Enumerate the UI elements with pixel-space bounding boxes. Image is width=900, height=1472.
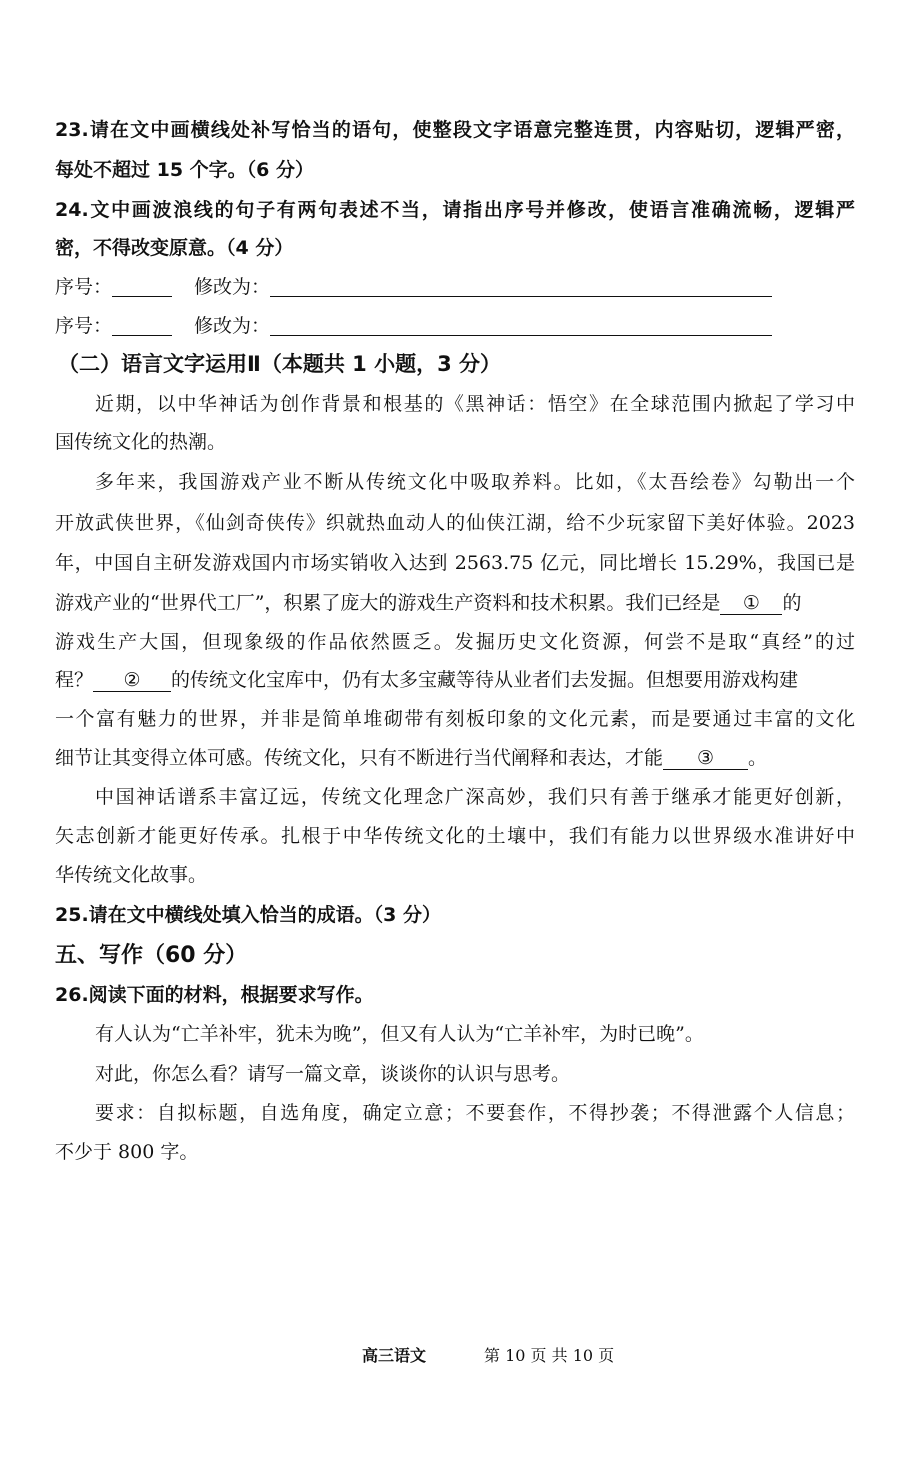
passage-text: 的 <box>782 592 802 614</box>
passage-text: 游戏产业的“世界代工厂”，积累了庞大的游戏生产资料和技术积累。我们已经是 <box>55 592 721 614</box>
q24-line-2: 密，不得改变原意。（4 分） <box>55 237 294 259</box>
passage-line-blank2 <box>55 667 855 693</box>
answer-row-2 <box>55 313 855 339</box>
requirements-line: 要求：自拟标题，自选角度，确定立意；不要套作，不得抄袭；不得泄露个人信息； <box>95 1102 855 1124</box>
modify-label: 修改为： <box>194 315 271 337</box>
modify-blank[interactable] <box>270 276 772 297</box>
seq-blank[interactable] <box>112 276 172 297</box>
passage-line: 华传统文化故事。 <box>55 864 208 886</box>
q25-prompt: 25.请在文中横线处填入恰当的成语。（3 分） <box>55 904 441 926</box>
passage-line: 年，中国自主研发游戏国内市场实销收入达到 2563.75 亿元，同比增长 15.29%，我国已是 <box>55 552 855 574</box>
seq-label: 序号： <box>55 276 113 298</box>
passage-line: 中国神话谱系丰富辽远，传统文化理念广深高妙，我们只有善于继承才能更好创新， <box>95 786 855 808</box>
modify-label: 修改为： <box>194 276 271 298</box>
passage-line-blank1 <box>55 590 855 616</box>
q24-line-1: 24.文中画波浪线的句子有两句表述不当，请指出序号并修改，使语言准确流畅，逻辑严 <box>55 199 855 221</box>
passage-line: 开放武侠世界，《仙剑奇侠传》织就热血动人的仙侠江湖，给不少玩家留下美好体验。2023 <box>55 512 855 534</box>
passage-text: 的传统文化宝库中，仍有太多宝藏等待从业者们去发掘。但想要用游戏构建 <box>171 669 799 691</box>
q23-line-1: 23.请在文中画横线处补写恰当的语句，使整段文字语意完整连贯，内容贴切，逻辑严密， <box>55 119 855 141</box>
passage-text: 。 <box>748 747 768 769</box>
passage-line: 游戏生产大国，但现象级的作品依然匮乏。发掘历史文化资源，何尝不是取“真经”的过 <box>55 631 855 653</box>
passage-text: 程？ <box>55 669 94 691</box>
passage-line: 多年来，我国游戏产业不断从传统文化中吸取养料。比如，《太吾绘卷》勾勒出一个 <box>95 471 855 493</box>
material-line: 有人认为“亡羊补牢，犹未为晚”，但又有人认为“亡羊补牢，为时已晚”。 <box>95 1023 704 1045</box>
material-line: 对此，你怎么看？请写一篇文章，谈谈你的认识与思考。 <box>95 1063 571 1085</box>
passage-line-blank3 <box>55 745 855 771</box>
passage-line: 一个富有魅力的世界，并非是简单堆砌带有刻板印象的文化元素，而是要通过丰富的文化 <box>55 708 855 730</box>
answer-blank-2[interactable]: ② <box>93 669 171 692</box>
writing-heading: 五、写作（60 分） <box>55 943 248 968</box>
answer-blank-3[interactable]: ③ <box>663 747 748 770</box>
answer-row-1 <box>55 274 855 300</box>
seq-blank[interactable] <box>112 315 172 336</box>
modify-blank[interactable] <box>270 315 772 336</box>
requirements-line: 不少于 800 字。 <box>55 1141 199 1163</box>
seq-label: 序号： <box>55 315 113 337</box>
passage-text: 细节让其变得立体可感。传统文化，只有不断进行当代阐释和表达，才能 <box>55 747 664 769</box>
passage-line: 国传统文化的热潮。 <box>55 431 227 453</box>
q23-line-2: 每处不超过 15 个字。（6 分） <box>55 159 315 181</box>
passage-line: 矢志创新才能更好传承。扎根于中华传统文化的土壤中，我们有能力以世界级水准讲好中 <box>55 825 855 847</box>
answer-blank-1[interactable]: ① <box>720 592 782 615</box>
footer-subject: 高三语文 <box>362 1346 427 1365</box>
passage-line: 近期，以中华神话为创作背景和根基的《黑神话：悟空》在全球范围内掀起了学习中 <box>95 393 855 415</box>
footer-page-number: 第 10 页 共 10 页 <box>484 1346 615 1365</box>
q26-prompt: 26.阅读下面的材料，根据要求写作。 <box>55 984 374 1006</box>
section-heading: （二）语言文字运用Ⅱ（本题共 1 小题，3 分） <box>58 352 501 376</box>
